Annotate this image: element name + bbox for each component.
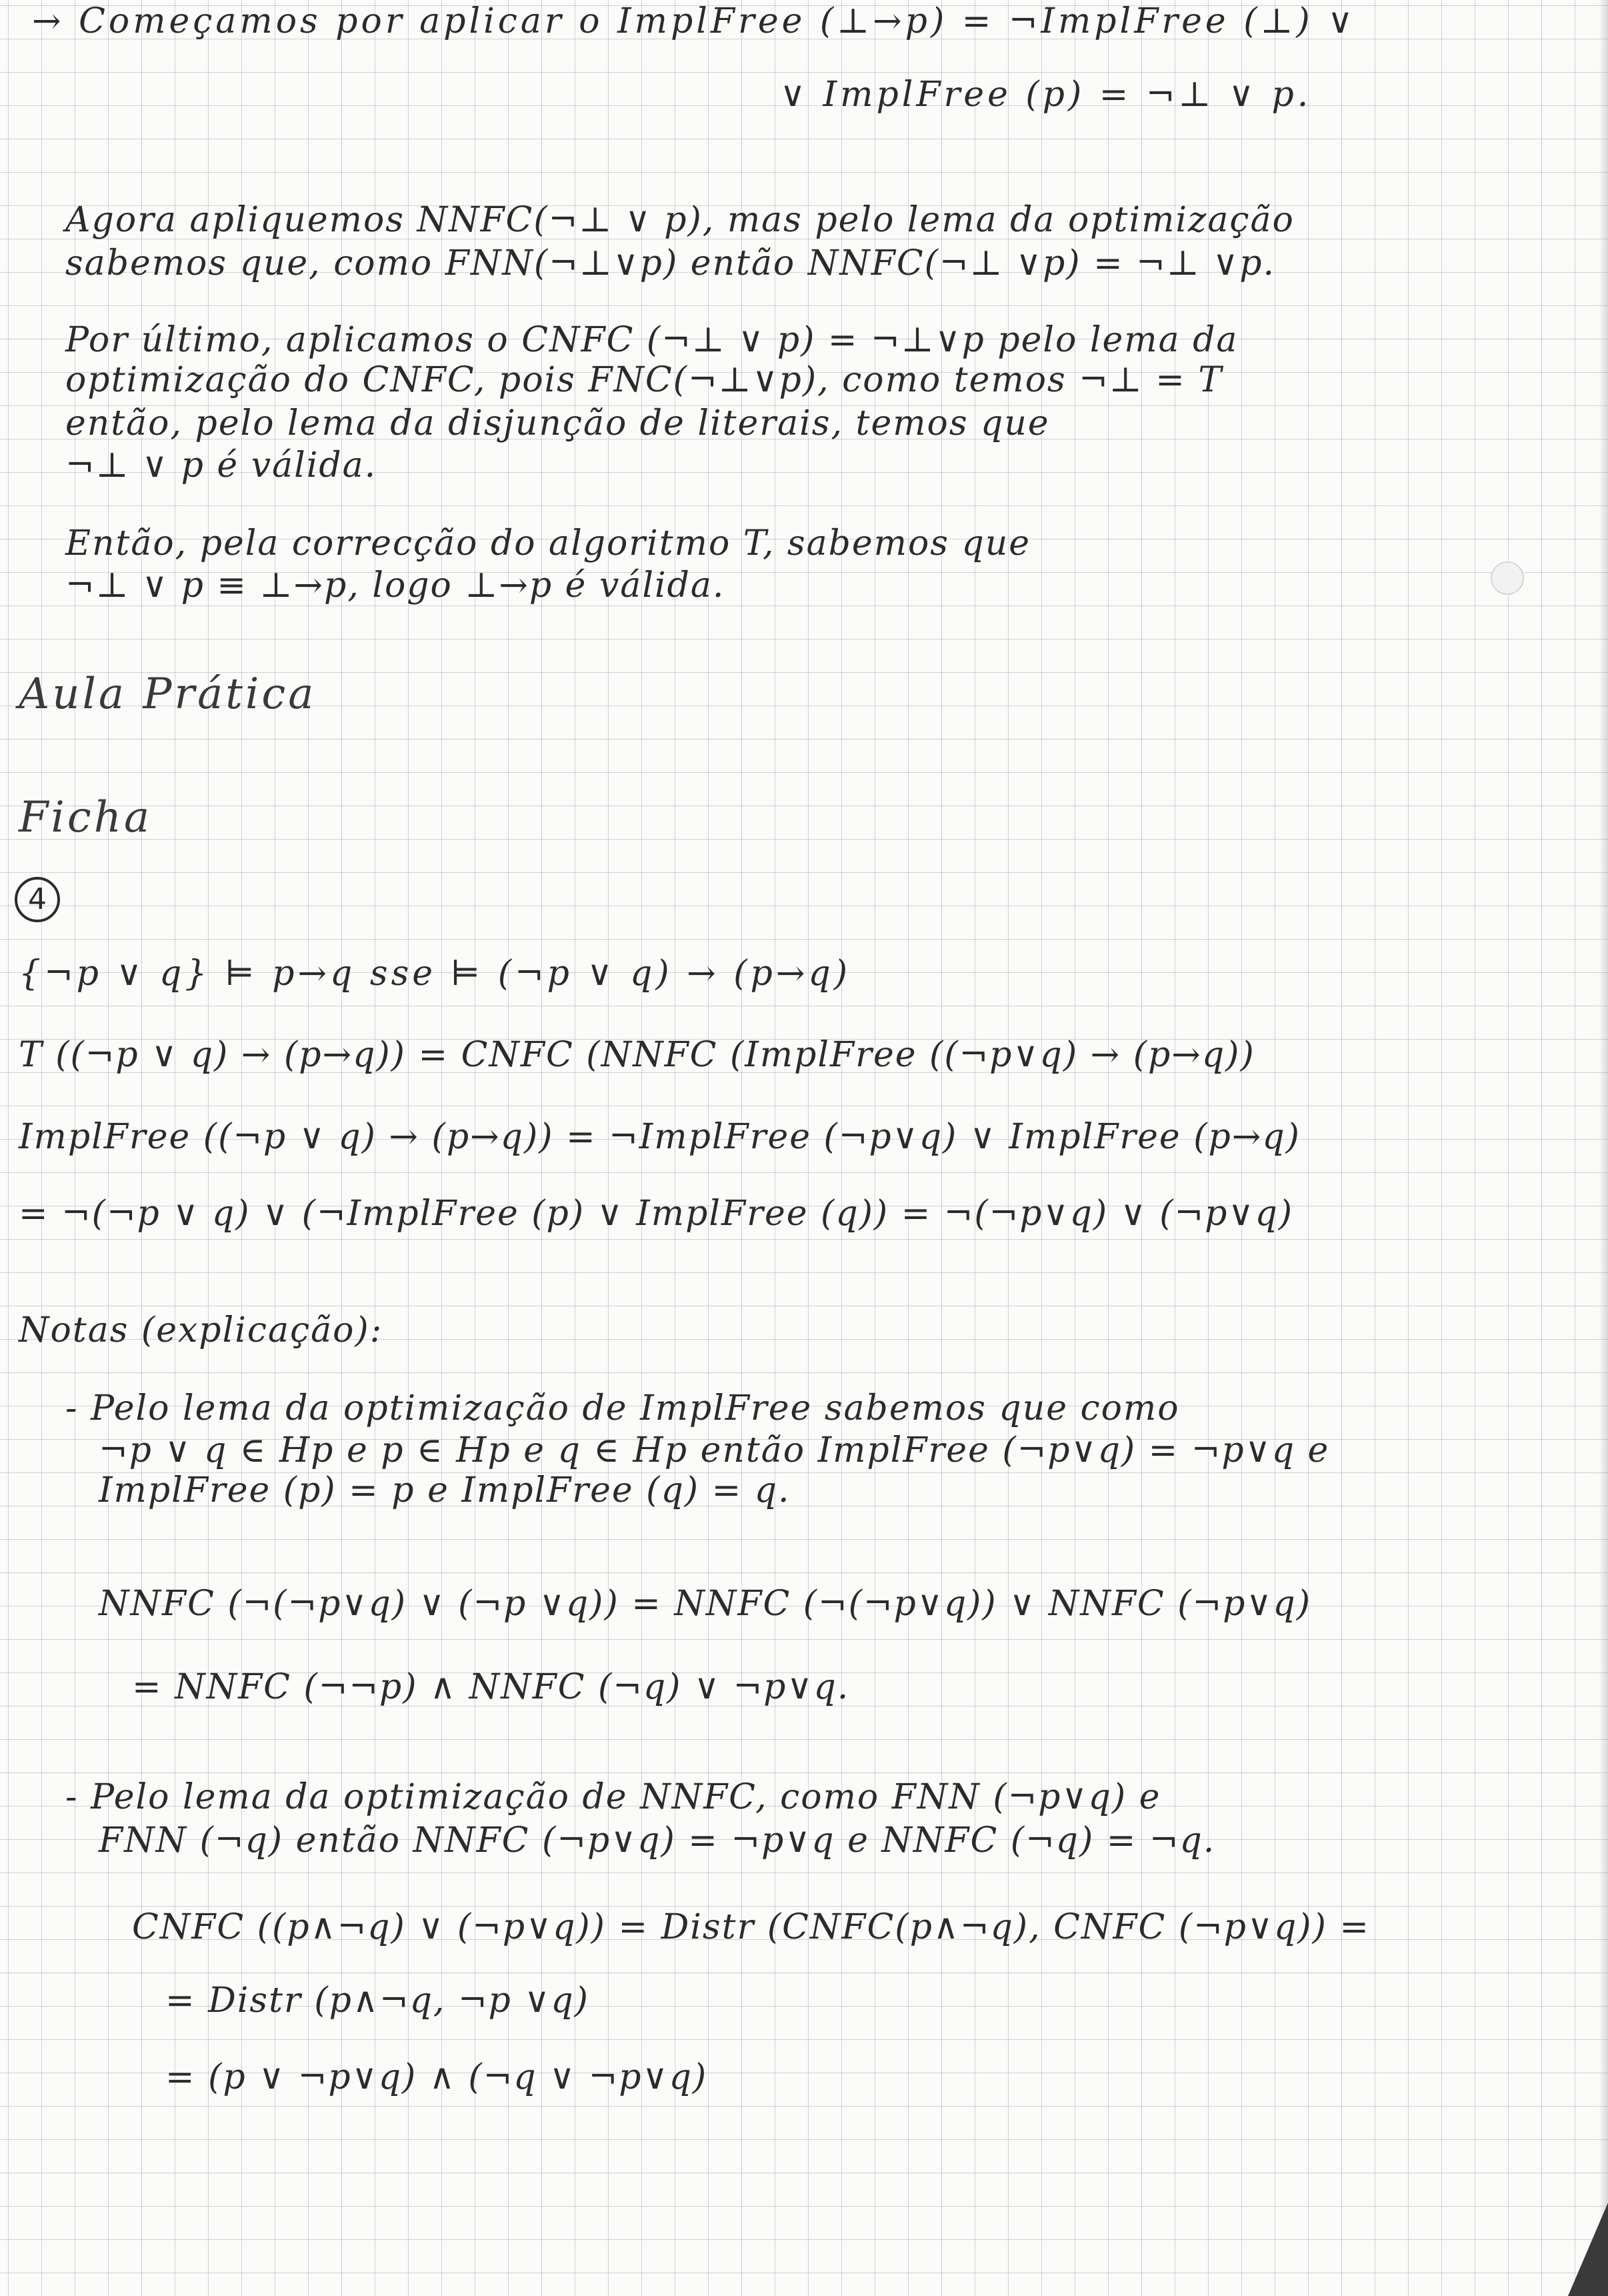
note-line-17: ImplFree (p) = p e ImplFree (q) = q. — [99, 1470, 791, 1510]
note-line-21: FNN (¬q) então NNFC (¬p∨q) = ¬p∨q e NNFC (¬q) = ¬q. — [99, 1821, 1216, 1861]
page-edge-shadow — [1599, 0, 1608, 2296]
note-line-16: ¬p ∨ q ∈ Hp e p ∈ Hp e q ∈ Hp então ImplFree (¬p∨q) = ¬p∨q e — [99, 1430, 1330, 1470]
note-line-14: = ¬(¬p ∨ q) ∨ (¬ImplFree (p) ∨ ImplFree (q)) = ¬(¬p∨q) ∨ (¬p∨q) — [19, 1194, 1294, 1234]
note-line-20: - Pelo lema da optimização de NNFC, como FNN (¬p∨q) e — [65, 1777, 1161, 1817]
note-line-2: ∨ ImplFree (p) = ¬⊥ ∨ p. — [780, 75, 1312, 115]
section-heading: Aula Prática — [19, 670, 317, 719]
exercise-number: 4 — [15, 877, 60, 922]
note-line-18: NNFC (¬(¬p∨q) ∨ (¬p ∨q)) = NNFC (¬(¬p∨q)) ∨ NNFC (¬p∨q) — [99, 1584, 1311, 1624]
note-line-24: = (p ∨ ¬p∨q) ∧ (¬q ∨ ¬p∨q) — [165, 2057, 708, 2097]
note-line-9: Então, pela correcção do algoritmo T, sabemos que — [65, 523, 1031, 563]
note-line-23: = Distr (p∧¬q, ¬p ∨q) — [165, 1981, 589, 2021]
notes-heading: Notas (explicação): — [19, 1310, 383, 1350]
note-line-8: ¬⊥ ∨ p é válida. — [65, 445, 377, 485]
punch-hole — [1491, 561, 1524, 595]
note-line-15: - Pelo lema da optimização de ImplFree sabemos que como — [65, 1388, 1180, 1428]
note-line-19: = NNFC (¬¬p) ∧ NNFC (¬q) ∨ ¬p∨q. — [132, 1667, 850, 1707]
note-line-6: optimização do CNFC, pois FNC(¬⊥∨p), como temos ¬⊥ = T — [65, 360, 1223, 400]
note-line-13: ImplFree ((¬p ∨ q) → (p→q)) = ¬ImplFree (¬p∨q) ∨ ImplFree (p→q) — [19, 1117, 1301, 1157]
note-line-5: Por último, aplicamos o CNFC (¬⊥ ∨ p) = ¬⊥∨p pelo lema da — [65, 320, 1239, 360]
note-line-1: → Começamos por aplicar o ImplFree (⊥→p) = ¬ImplFree (⊥) ∨ — [32, 1, 1357, 41]
note-line-3: Agora apliquemos NNFC(¬⊥ ∨ p), mas pelo lema da optimização — [65, 200, 1295, 240]
page-corner — [1568, 2203, 1608, 2296]
note-line-7: então, pelo lema da disjunção de literais, temos que — [65, 403, 1050, 443]
subsection-heading: Ficha — [19, 793, 153, 842]
note-line-12: T ((¬p ∨ q) → (p→q)) = CNFC (NNFC (ImplFree ((¬p∨q) → (p→q)) — [19, 1035, 1255, 1075]
note-line-22: CNFC ((p∧¬q) ∨ (¬p∨q)) = Distr (CNFC(p∧¬q), CNFC (¬p∨q)) = — [132, 1907, 1370, 1947]
note-line-4: sabemos que, como FNN(¬⊥∨p) então NNFC(¬⊥ ∨p) = ¬⊥ ∨p. — [65, 243, 1276, 283]
note-line-10: ¬⊥ ∨ p ≡ ⊥→p, logo ⊥→p é válida. — [65, 565, 725, 606]
note-line-11: {¬p ∨ q} ⊨ p→q sse ⊨ (¬p ∨ q) → (p→q) — [19, 954, 851, 994]
